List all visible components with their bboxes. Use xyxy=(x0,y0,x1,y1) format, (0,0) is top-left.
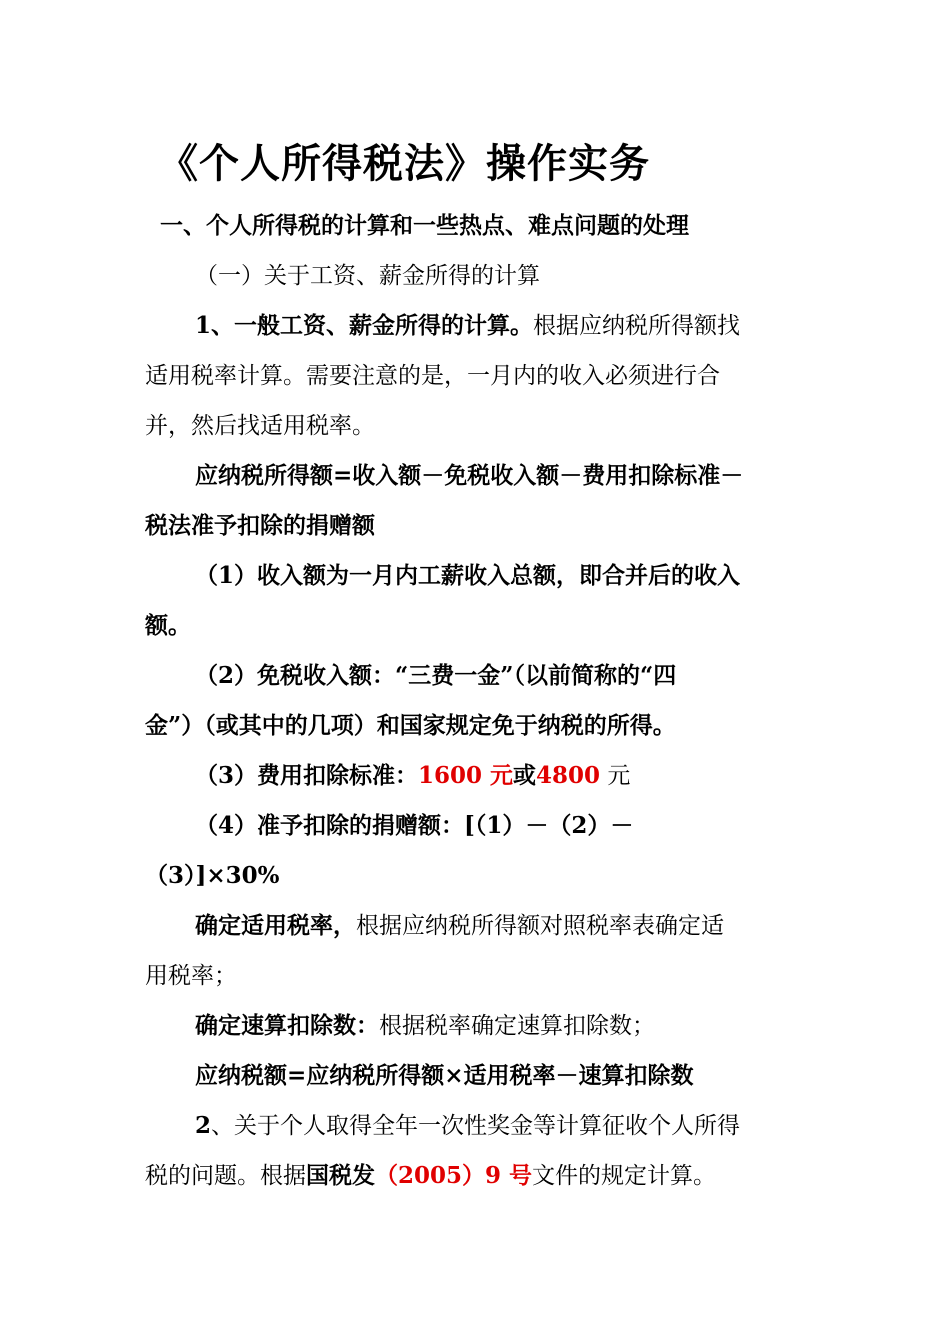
deduction-standard-4800: 4800 xyxy=(536,762,601,789)
formula-taxable-income-line2: 税法准予扣除的捐赠额 xyxy=(145,512,375,539)
point1-line2: 额。 xyxy=(145,612,191,639)
point3-line xyxy=(195,761,630,791)
paragraph-item1-line1 xyxy=(195,311,740,341)
rate-text: 根据应纳税所得额对照税率表确定适 xyxy=(356,913,724,939)
point4-line1: （4）准予扣除的捐赠额：[（1）－（2）－ xyxy=(195,812,634,839)
paragraph-item1-line2: 适用税率计算。需要注意的是，一月内的收入必须进行合 xyxy=(145,363,720,389)
point2-line2: 金”）（或其中的几项）和国家规定免于纳税的所得。 xyxy=(145,712,676,739)
item2-text-a: 税的问题。根据 xyxy=(145,1163,306,1189)
doc-number: （2005）9 号 xyxy=(375,1162,533,1189)
point3-or: 或 xyxy=(513,762,537,789)
point3-label: （3）费用扣除标准： xyxy=(195,762,419,789)
doc-reference: 国税发 xyxy=(306,1162,375,1189)
item2-text: 、关于个人取得全年一次性奖金等计算征收个人所得 xyxy=(211,1113,741,1139)
formula-tax-payable: 应纳税额=应纳税所得额×适用税率－速算扣除数 xyxy=(195,1062,694,1089)
rate-paragraph-line1 xyxy=(195,911,724,941)
item2-line1 xyxy=(195,1111,740,1141)
item1-text: 根据应纳税所得额找 xyxy=(533,313,741,339)
deduction-paragraph xyxy=(195,1011,655,1041)
deduction-standard-1600: 1600 元 xyxy=(418,762,514,789)
subsection-heading: （一）关于工资、薪金所得的计算 xyxy=(195,263,540,289)
rate-heading: 确定适用税率， xyxy=(195,912,356,939)
formula-taxable-income-line1: 应纳税所得额=收入额－免税收入额－费用扣除标准－ xyxy=(195,462,744,489)
document-title: 《个人所得税法》操作实务 xyxy=(158,140,650,187)
item2-line2 xyxy=(145,1161,716,1191)
point4-line2: （3）]×30% xyxy=(145,862,280,889)
point1-line1: （1）收入额为一月内工薪收入总额，即合并后的收入 xyxy=(195,562,741,589)
item2-number: 2 xyxy=(195,1112,212,1139)
deduction-heading: 确定速算扣除数： xyxy=(195,1012,379,1039)
paragraph-item1-line3: 并，然后找适用税率。 xyxy=(145,413,375,439)
point2-line1: （2）免税收入额：“三费一金”（以前简称的“四 xyxy=(195,662,677,689)
section-heading: 一、个人所得税的计算和一些热点、难点问题的处理 xyxy=(160,212,689,239)
deduction-text: 根据税率确定速算扣除数； xyxy=(379,1013,655,1039)
rate-paragraph-line2: 用税率； xyxy=(145,963,237,989)
item2-text-b: 文件的规定计算。 xyxy=(532,1163,717,1189)
item1-heading: 1、一般工资、薪金所得的计算。 xyxy=(195,312,534,339)
point3-unit: 元 xyxy=(600,763,631,789)
